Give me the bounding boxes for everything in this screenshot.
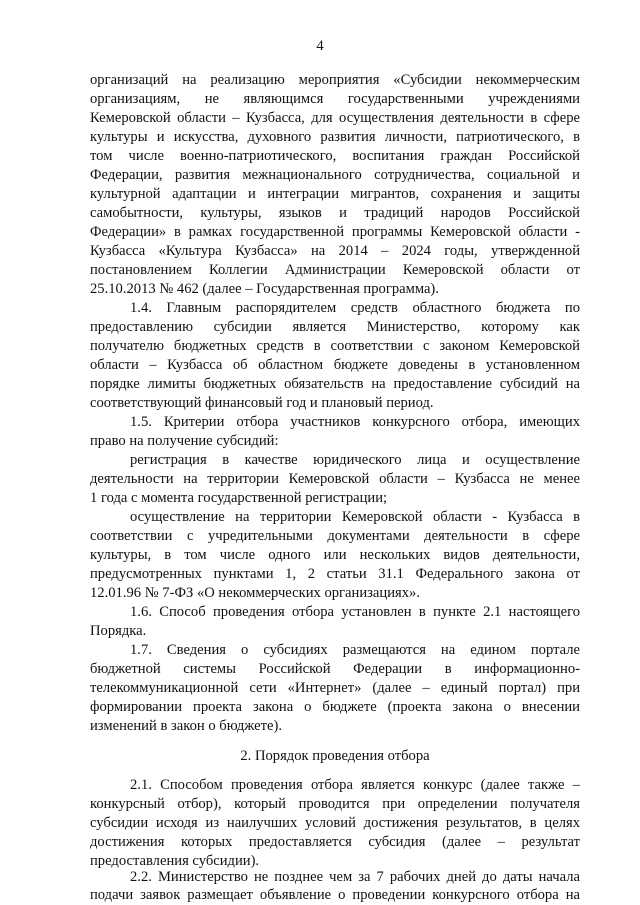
text-line: достижения которых предоставляется субсидия (далее – результат <box>90 834 580 850</box>
text-line: право на получение субсидий: <box>90 433 279 449</box>
text-line: 2.2. Министерство не позднее чем за 7 рабочих дней до даты начала <box>130 869 580 885</box>
text-line: соответствующий финансовый год и плановый период. <box>90 395 434 411</box>
text-line: соответствии с учредительными документами деятельности в сфере <box>90 528 580 544</box>
text-line: подачи заявок размещает объявление о проведении конкурсного отбора на <box>90 887 580 903</box>
text-line: получателю бюджетных средств в соответствии с законом Кемеровской <box>90 338 580 354</box>
page-number: 4 <box>316 38 324 54</box>
text-line: субсидии исходя из наилучших условий достижения результатов, в целях <box>90 815 580 831</box>
text-line: конкурсный отбор), который проводится при определении получателя <box>90 796 580 812</box>
text-line: деятельности на территории Кемеровской области – Кузбасса не менее <box>90 471 580 487</box>
text-line: организациям, не являющимся государственными учреждениями <box>90 91 580 107</box>
text-line: 12.01.96 № 7-ФЗ «О некоммерческих организациях». <box>90 585 420 601</box>
text-line: регистрация в качестве юридического лица и осуществление <box>130 452 580 468</box>
text-line: культуры, в том числе одного или нескольких видов деятельности, <box>90 547 580 563</box>
text-line: культуры и искусства, духовного развития личности, патриотического, в <box>90 129 580 145</box>
text-line: порядке лимиты бюджетных обязательств на предоставление субсидий на <box>90 376 580 392</box>
text-line: телекоммуникационной сети «Интернет» (далее – единый портал) при <box>90 680 580 696</box>
text-line: 1.5. Критерии отбора участников конкурсного отбора, имеющих <box>130 414 580 430</box>
text-line: предоставления субсидии). <box>90 853 260 869</box>
text-line: предусмотренных пунктами 1, 2 статьи 31.1 Федерального закона от <box>90 566 580 582</box>
text-line: самобытности, культуры, языков и традиций народов Российской <box>90 205 580 221</box>
text-line: области – Кузбасса об областном бюджете доведены в установленном <box>90 357 580 373</box>
text-line: бюджетной системы Российской Федерации в информационно- <box>90 661 580 677</box>
text-line: 1.7. Сведения о субсидиях размещаются на едином портале <box>130 642 580 658</box>
text-line: 1 года с момента государственной регистрации; <box>90 490 388 506</box>
text-line: формировании проекта закона о бюджете (проекта закона о внесении <box>90 699 580 715</box>
text-line: 25.10.2013 № 462 (далее – Государственная программа). <box>90 281 439 297</box>
text-line: культурной адаптации и интеграции мигрантов, сохранения и защиты <box>90 186 580 202</box>
text-line: постановлением Коллегии Администрации Кемеровской области от <box>90 262 580 278</box>
section-heading: 2. Порядок проведения отбора <box>240 748 430 764</box>
text-line: 2.1. Способом проведения отбора является конкурс (далее также – <box>130 777 580 793</box>
text-line: изменений в закон о бюджете). <box>90 718 283 734</box>
text-line: организаций на реализацию мероприятия «Субсидии некоммерческим <box>90 72 580 88</box>
text-line: 1.4. Главным распорядителем средств областного бюджета по <box>130 300 580 316</box>
text-line: Кузбасса «Культура Кузбасса» на 2014 – 2024 годы, утвержденной <box>90 243 580 259</box>
text-line: Порядка. <box>90 623 147 639</box>
text-line: том числе военно-патриотического, воспитания граждан Российской <box>90 148 580 164</box>
text-line: осуществление на территории Кемеровской области - Кузбасса в <box>130 509 580 525</box>
text-line: Федерации, развития межнационального сотрудничества, социальной и <box>90 167 580 183</box>
text-line: Федерации» в рамках государственной программы Кемеровской области - <box>90 224 580 240</box>
text-line: 1.6. Способ проведения отбора установлен в пункте 2.1 настоящего <box>130 604 580 620</box>
text-line: Кемеровской области – Кузбасса, для осуществления деятельности в сфере <box>90 110 580 126</box>
text-line: предоставлению субсидии является Министерство, которому как <box>90 319 580 335</box>
